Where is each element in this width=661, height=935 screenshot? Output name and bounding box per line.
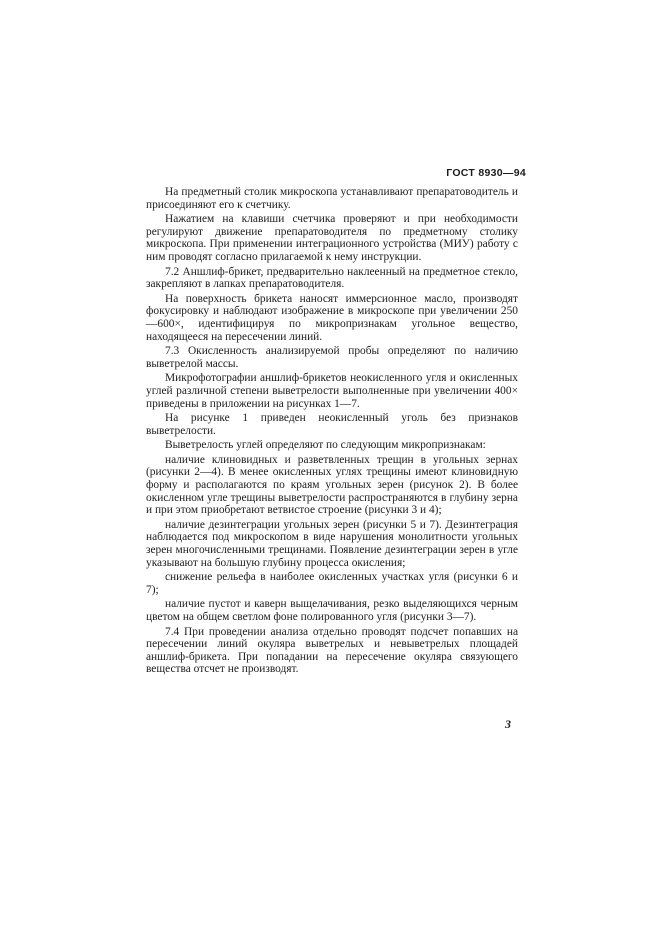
paragraph: На поверхность брикета наносят иммерсионное масло, производят фокусировку и наблюдают изображение в микроскопе при увеличении 250—600×, идентифицируя по микропризнакам угольное вещество, находящееся на пересечении линий. <box>146 292 518 343</box>
paragraph: На рисунке 1 приведен неокисленный уголь без признаков выветрелости. <box>146 412 518 437</box>
list-item: снижение рельефа в наиболее окисленных участках угля (рисунки 6 и 7); <box>146 571 518 596</box>
paragraph-section-7-3: 7.3 Окисленность анализируемой пробы определяют по наличию выветрелой массы. <box>146 345 518 370</box>
list-item: наличие клиновидных и разветвленных трещин в угольных зернах (рисунки 2—4). В менее окисленных углях трещины имеют клиновидную форму и располагаются по краям угольных зерен (рисунок 2). В более окисленном угле трещины выветрелости распространяются в глубину зерна и при этом приобретают ветвистое строение (рисунки 3 и 4); <box>146 453 518 517</box>
paragraph: Микрофотографии аншлиф-брикетов неокисленного угля и окисленных углей различной степени выветрелости выполненные при увеличении 400× приведены в приложении на рисунках 1—7. <box>146 372 518 410</box>
paragraph: Выветрелость углей определяют по следующим микропризнакам: <box>165 439 486 452</box>
paragraph-section-7-2: 7.2 Аншлиф-брикет, предварительно наклеенный на предметное стекло, закрепляют в лапках препаратоводителя. <box>146 265 518 291</box>
document-header-gost-id: ГОСТ 8930—94 <box>446 167 526 179</box>
list-item: наличие дезинтеграции угольных зерен (рисунки 5 и 7). Дезинтеграция наблюдается под микроскопом в виде нарушения монолитности угольных зерен многочисленными трещинами. Появление дезинтеграции зерен в угле указывают на большую глубину процесса окисления; <box>146 518 518 569</box>
body-text <box>146 186 518 678</box>
list-item: наличие пустот и каверн выщелачивания, резко выделяющихся черным цветом на общем светлом фоне полированного угля (рисунки 3—7). <box>146 598 518 623</box>
paragraph: Нажатием на клавиши счетчика проверяют и при необходимости регулируют движение препаратоводителя по предметному столику микроскопа. При применении интеграционного устройства (МИУ) работу с ним проводят согласно прилагаемой к нему инструкции. <box>146 213 518 263</box>
paragraph-section-7-4: 7.4 При проведении анализа отдельно проводят подсчет попавших на пересечении линий окуляра выветрелых и невыветрелых площадей аншлиф-брикета. При попадании на пересечение окуляра связующего вещества отсчет не производят. <box>146 625 518 676</box>
paragraph: На предметный столик микроскопа устанавливают препаратоводитель и присоединяют его к счетчику. <box>146 186 518 211</box>
page-number: 3 <box>505 717 511 731</box>
